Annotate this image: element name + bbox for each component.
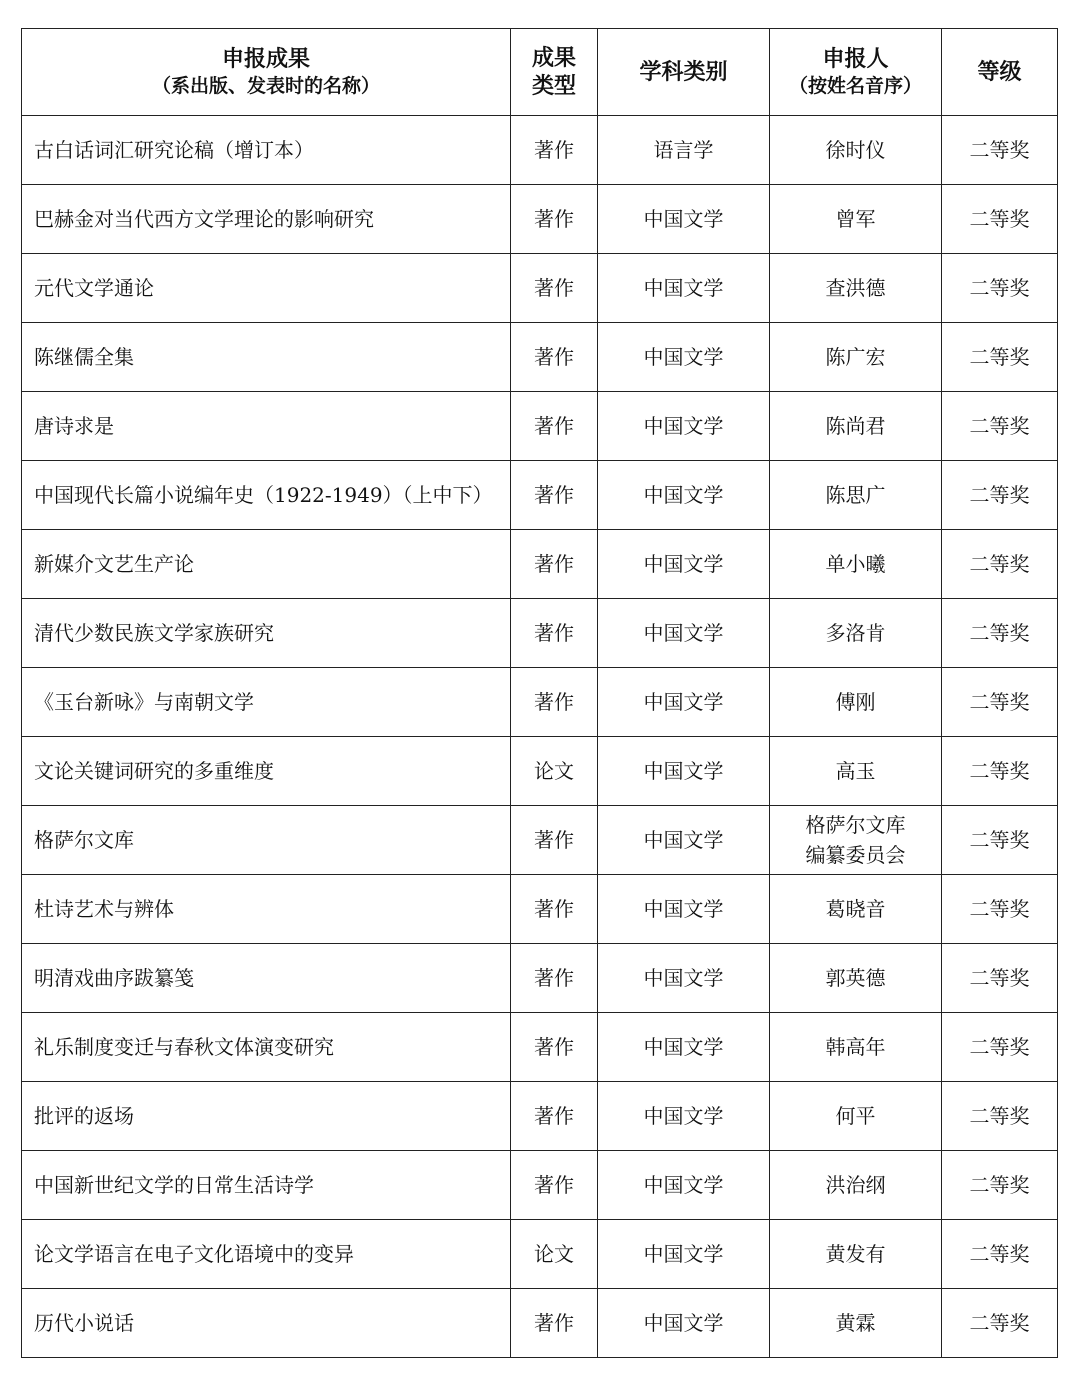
cell-title: 《玉台新咏》与南朝文学 xyxy=(22,668,511,737)
cell-discipline: 中国文学 xyxy=(598,1151,770,1220)
cell-applicant xyxy=(770,944,942,1013)
cell-title: 中国现代长篇小说编年史（1922-1949）（上中下） xyxy=(22,461,511,530)
cell-discipline: 中国文学 xyxy=(598,875,770,944)
cell-discipline: 中国文学 xyxy=(598,737,770,806)
header-title xyxy=(22,29,511,116)
cell-applicant xyxy=(770,875,942,944)
table-row xyxy=(22,461,1058,530)
cell-title: 礼乐制度变迁与春秋文体演变研究 xyxy=(22,1013,511,1082)
cell-type: 著作 xyxy=(511,599,598,668)
table-header xyxy=(22,29,1058,116)
applicant-name-line: 陈尚君 xyxy=(825,414,886,438)
cell-discipline: 中国文学 xyxy=(598,254,770,323)
cell-applicant xyxy=(770,599,942,668)
header-row xyxy=(22,29,1058,116)
cell-type: 著作 xyxy=(511,185,598,254)
cell-title: 杜诗艺术与辨体 xyxy=(22,875,511,944)
applicant-name-line: 黄霖 xyxy=(835,1311,876,1335)
cell-discipline: 中国文学 xyxy=(598,1082,770,1151)
cell-grade: 二等奖 xyxy=(942,254,1058,323)
table-row xyxy=(22,1013,1058,1082)
cell-grade: 二等奖 xyxy=(942,875,1058,944)
table-row xyxy=(22,1220,1058,1289)
cell-grade: 二等奖 xyxy=(942,1082,1058,1151)
table-row xyxy=(22,116,1058,185)
cell-discipline: 中国文学 xyxy=(598,806,770,875)
header-grade-main: 等级 xyxy=(977,59,1022,85)
cell-type: 著作 xyxy=(511,1013,598,1082)
cell-grade: 二等奖 xyxy=(942,323,1058,392)
header-applicant xyxy=(770,29,942,116)
table-row xyxy=(22,323,1058,392)
header-applicant-sub: （按姓名音序） xyxy=(788,75,922,97)
applicant-name-line: 韩高年 xyxy=(825,1035,886,1059)
applicant-name-line: 陈思广 xyxy=(825,483,886,507)
header-type-line-2: 类型 xyxy=(531,73,576,99)
cell-type: 论文 xyxy=(511,1220,598,1289)
cell-discipline: 中国文学 xyxy=(598,185,770,254)
cell-applicant xyxy=(770,1220,942,1289)
cell-discipline: 中国文学 xyxy=(598,323,770,392)
table-row xyxy=(22,737,1058,806)
cell-applicant xyxy=(770,185,942,254)
cell-discipline: 中国文学 xyxy=(598,461,770,530)
applicant-name-line: 陈广宏 xyxy=(825,345,886,369)
applicant-name-line: 黄发有 xyxy=(825,1242,886,1266)
cell-title: 唐诗求是 xyxy=(22,392,511,461)
cell-grade: 二等奖 xyxy=(942,944,1058,1013)
cell-grade: 二等奖 xyxy=(942,668,1058,737)
cell-applicant xyxy=(770,530,942,599)
cell-type: 著作 xyxy=(511,806,598,875)
cell-discipline: 中国文学 xyxy=(598,392,770,461)
cell-type: 著作 xyxy=(511,875,598,944)
cell-type: 著作 xyxy=(511,1289,598,1358)
table-row xyxy=(22,1082,1058,1151)
header-type-line-1: 成果 xyxy=(531,45,576,71)
cell-grade: 二等奖 xyxy=(942,1289,1058,1358)
cell-type: 著作 xyxy=(511,461,598,530)
header-title-main: 申报成果 xyxy=(221,46,310,72)
cell-type: 著作 xyxy=(511,392,598,461)
cell-applicant xyxy=(770,116,942,185)
table-body xyxy=(22,116,1058,1358)
cell-discipline: 中国文学 xyxy=(598,1220,770,1289)
cell-grade: 二等奖 xyxy=(942,806,1058,875)
cell-type: 著作 xyxy=(511,116,598,185)
cell-grade: 二等奖 xyxy=(942,1151,1058,1220)
cell-title: 文论关键词研究的多重维度 xyxy=(22,737,511,806)
table-row xyxy=(22,599,1058,668)
cell-title: 批评的返场 xyxy=(22,1082,511,1151)
applicant-name-line: 格萨尔文库 xyxy=(805,813,906,837)
cell-type: 著作 xyxy=(511,530,598,599)
cell-grade: 二等奖 xyxy=(942,392,1058,461)
cell-grade: 二等奖 xyxy=(942,599,1058,668)
header-grade xyxy=(942,29,1058,116)
applicant-name-line: 徐时仪 xyxy=(825,138,886,162)
cell-applicant xyxy=(770,1289,942,1358)
header-type xyxy=(511,29,598,116)
header-title-sub: （系出版、发表时的名称） xyxy=(151,75,380,97)
applicant-name-line: 傅刚 xyxy=(835,690,876,714)
cell-title: 清代少数民族文学家族研究 xyxy=(22,599,511,668)
cell-type: 著作 xyxy=(511,1151,598,1220)
table-row xyxy=(22,1289,1058,1358)
table-row xyxy=(22,1151,1058,1220)
cell-grade: 二等奖 xyxy=(942,1013,1058,1082)
awards-table xyxy=(21,28,1058,1358)
cell-type: 著作 xyxy=(511,944,598,1013)
applicant-name-line: 查洪德 xyxy=(825,276,886,300)
cell-discipline: 中国文学 xyxy=(598,1013,770,1082)
header-applicant-main: 申报人 xyxy=(822,46,889,72)
table-row xyxy=(22,185,1058,254)
cell-applicant xyxy=(770,1082,942,1151)
applicant-name-line: 高玉 xyxy=(835,759,876,783)
cell-applicant xyxy=(770,806,942,875)
cell-discipline: 中国文学 xyxy=(598,1289,770,1358)
cell-applicant xyxy=(770,461,942,530)
header-discipline-main: 学科类别 xyxy=(639,59,728,85)
cell-discipline: 中国文学 xyxy=(598,944,770,1013)
cell-discipline: 中国文学 xyxy=(598,530,770,599)
applicant-name-line: 葛晓音 xyxy=(825,897,886,921)
cell-title: 元代文学通论 xyxy=(22,254,511,323)
cell-grade: 二等奖 xyxy=(942,737,1058,806)
cell-title: 格萨尔文库 xyxy=(22,806,511,875)
cell-grade: 二等奖 xyxy=(942,116,1058,185)
applicant-name-line: 多洛肯 xyxy=(825,621,886,645)
cell-applicant xyxy=(770,1013,942,1082)
table-row xyxy=(22,875,1058,944)
cell-title: 明清戏曲序跋纂笺 xyxy=(22,944,511,1013)
cell-title: 陈继儒全集 xyxy=(22,323,511,392)
cell-applicant xyxy=(770,668,942,737)
table-row xyxy=(22,530,1058,599)
cell-title: 中国新世纪文学的日常生活诗学 xyxy=(22,1151,511,1220)
cell-grade: 二等奖 xyxy=(942,1220,1058,1289)
cell-grade: 二等奖 xyxy=(942,530,1058,599)
cell-type: 著作 xyxy=(511,323,598,392)
table-row xyxy=(22,392,1058,461)
applicant-name-line: 洪治纲 xyxy=(825,1173,886,1197)
cell-grade: 二等奖 xyxy=(942,185,1058,254)
cell-discipline: 中国文学 xyxy=(598,668,770,737)
cell-applicant xyxy=(770,254,942,323)
applicant-name-line: 曾军 xyxy=(835,207,876,231)
applicant-name-line: 何平 xyxy=(835,1104,876,1128)
cell-applicant xyxy=(770,737,942,806)
applicant-name-line: 编纂委员会 xyxy=(805,843,906,867)
cell-title: 新媒介文艺生产论 xyxy=(22,530,511,599)
table-row xyxy=(22,254,1058,323)
cell-title: 古白话词汇研究论稿（增订本） xyxy=(22,116,511,185)
cell-type: 著作 xyxy=(511,254,598,323)
cell-applicant xyxy=(770,392,942,461)
cell-grade: 二等奖 xyxy=(942,461,1058,530)
table-row xyxy=(22,806,1058,875)
cell-type: 论文 xyxy=(511,737,598,806)
cell-type: 著作 xyxy=(511,1082,598,1151)
cell-applicant xyxy=(770,323,942,392)
cell-discipline: 语言学 xyxy=(598,116,770,185)
table-row xyxy=(22,668,1058,737)
cell-discipline: 中国文学 xyxy=(598,599,770,668)
applicant-name-line: 郭英德 xyxy=(825,966,886,990)
cell-title: 论文学语言在电子文化语境中的变异 xyxy=(22,1220,511,1289)
table-row xyxy=(22,944,1058,1013)
header-discipline xyxy=(598,29,770,116)
cell-applicant xyxy=(770,1151,942,1220)
cell-type: 著作 xyxy=(511,668,598,737)
cell-title: 巴赫金对当代西方文学理论的影响研究 xyxy=(22,185,511,254)
applicant-name-line: 单小曦 xyxy=(825,552,886,576)
cell-title: 历代小说话 xyxy=(22,1289,511,1358)
